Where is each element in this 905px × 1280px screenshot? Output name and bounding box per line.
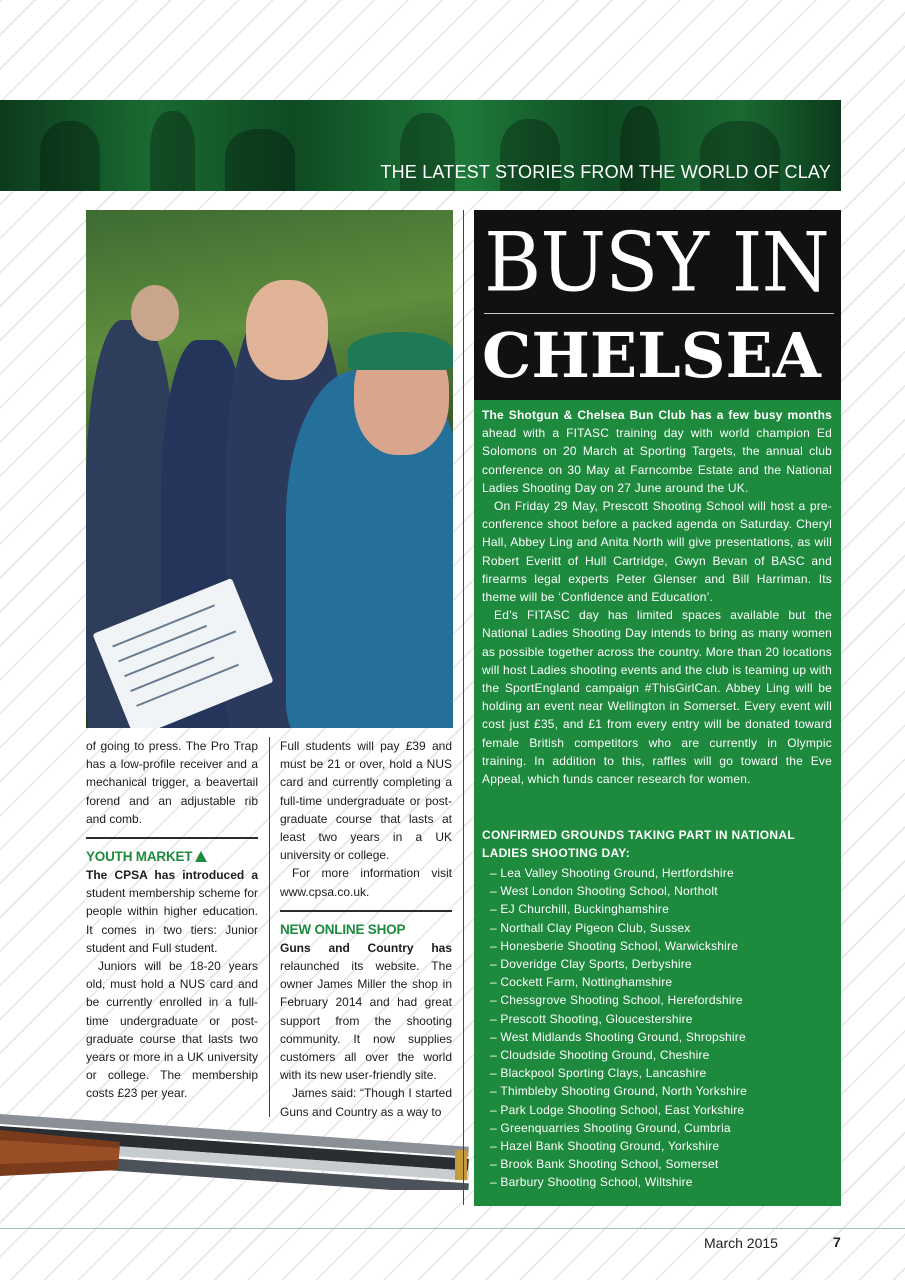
youth-market-heading: YOUTH MARKET bbox=[86, 847, 258, 866]
grounds-list-item: – Northall Clay Pigeon Club, Sussex bbox=[482, 919, 747, 937]
headline-line2: CHELSEA bbox=[482, 319, 821, 392]
grounds-list-item: – Brook Bank Shooting School, Somerset bbox=[482, 1155, 747, 1173]
grounds-list-item: – West Midlands Shooting Ground, Shropshire bbox=[482, 1028, 747, 1046]
grounds-list-item: – Thimbleby Shooting Ground, North Yorkshire bbox=[482, 1082, 747, 1100]
grounds-heading: CONFIRMED GROUNDS TAKING PART IN NATIONAL LADIES SHOOTING DAY: bbox=[482, 828, 795, 861]
header-banner bbox=[0, 100, 841, 191]
paragraph: The CPSA has introduced a student membership scheme for people within higher education. It comes in two tiers: Junior student and Full student. bbox=[86, 868, 258, 955]
grounds-list-item: – Blackpool Sporting Clays, Lancashire bbox=[482, 1064, 747, 1082]
banner-figure bbox=[150, 111, 195, 191]
grounds-list-item: – Honesberie Shooting School, Warwickshire bbox=[482, 937, 747, 955]
grounds-list-item: – Park Lodge Shooting School, East Yorkshire bbox=[482, 1101, 747, 1119]
grounds-list-item: – Greenquarries Shooting Ground, Cumbria bbox=[482, 1119, 747, 1137]
headline-block bbox=[474, 210, 841, 400]
paragraph: For more information visit www.cpsa.co.uk. bbox=[280, 866, 452, 899]
paragraph: Juniors will be 18-20 years old, must hold a NUS card and be currently enrolled in a full-time undergraduate or post-graduate course that lasts two years or more in a UK university or college. The membership costs £23 per year. bbox=[86, 959, 258, 1101]
paragraph: of going to press. The Pro Trap has a low-profile receiver and a mechanical trigger, a beavertail forend and an adjustable rib and comb. bbox=[86, 739, 258, 826]
divider bbox=[280, 910, 452, 912]
section-title: THE LATEST STORIES FROM THE WORLD OF CLAY bbox=[380, 162, 831, 182]
footer-rule bbox=[0, 1228, 905, 1229]
grounds-list-item: – Barbury Shooting School, Wiltshire bbox=[482, 1173, 747, 1191]
grounds-list-item: – Doveridge Clay Sports, Derbyshire bbox=[482, 955, 747, 973]
paragraph: Guns and Country has relaunched its website. The owner James Miller the shop in February 2014 and had great support from the shooting community. It now supplies customers all over the world with its new user-friendly site. bbox=[280, 940, 452, 1083]
grounds-list-item: – EJ Churchill, Buckinghamshire bbox=[482, 900, 747, 918]
online-shop-heading: NEW ONLINE SHOP bbox=[280, 921, 406, 937]
article-panel bbox=[474, 400, 841, 1206]
grounds-list-item: – Chessgrove Shooting School, Herefordshire bbox=[482, 991, 747, 1009]
article-photo bbox=[86, 210, 453, 728]
paragraph: The Shotgun & Chelsea Bun Club has a few busy months ahead with a FITASC training day with world champion Ed Solomons on 20 March at Sporting Targets, the annual club conference on 30 May at Farncombe Estate and the National Ladies Shooting Day on 27 June around the UK. bbox=[482, 408, 832, 495]
grounds-list-item: – Hazel Bank Shooting Ground, Yorkshire bbox=[482, 1137, 747, 1155]
paragraph: Full students will pay £39 and must be 21 or over, hold a NUS card and currently completing a full-time undergraduate or post-graduate course that lasts at least two years in a UK university or college. bbox=[280, 739, 452, 863]
column-left bbox=[86, 737, 258, 1103]
paragraph: James said: “Though I started Guns and Country as a way to bbox=[280, 1086, 452, 1119]
column-middle bbox=[280, 737, 452, 1121]
grounds-list-item: – Lea Valley Shooting Ground, Hertfordshire bbox=[482, 864, 747, 882]
paragraph: On Friday 29 May, Prescott Shooting School will host a pre-conference shoot before a packed agenda on Saturday. Cheryl Hall, Abbey Ling and Anita North will give presentations, as will Robert Everitt of Hull Cartridge, Gwyn Bevan of BASC and firearms legal experts Peter Glenser and Bill Harriman. Its theme will be ‘Confidence and Education’. bbox=[482, 499, 832, 605]
grounds-list-item: – Cockett Farm, Nottinghamshire bbox=[482, 973, 747, 991]
cap-icon bbox=[348, 332, 453, 370]
photo-figure-head bbox=[246, 280, 328, 380]
article-body bbox=[482, 406, 832, 788]
grounds-list-item: – Cloudside Shooting Ground, Cheshire bbox=[482, 1046, 747, 1064]
shotgun-icon bbox=[0, 1100, 470, 1190]
headline-line1: BUSY IN bbox=[484, 216, 829, 311]
banner-figure bbox=[225, 129, 295, 191]
paragraph: Ed’s FITASC day has limited spaces available but the National Ladies Shooting Day intends to bring as many women as possible together across the country. More than 20 locations will host Ladies shooting events and the club is teaming up with the SportEngland campaign #ThisGirlCan. Abbey Ling will be holding an event near Wellington in Somerset. Every event will cost just £35, and £1 from every entry will be donated toward female British competitors who are currently in Olympic training. In addition to this, raffles will go toward the Eve Appeal, which funds cancer research for women. bbox=[482, 608, 832, 787]
grounds-list-item: – Prescott Shooting, Gloucestershire bbox=[482, 1010, 747, 1028]
photo-figure-head bbox=[131, 285, 179, 341]
banner-figure bbox=[40, 121, 100, 191]
divider bbox=[86, 837, 258, 839]
grounds-list-item: – West London Shooting School, Northolt bbox=[482, 882, 747, 900]
column-divider bbox=[463, 210, 464, 1205]
page-number: 7 bbox=[833, 1234, 841, 1250]
grounds-list bbox=[482, 864, 747, 1192]
issue-date: March 2015 bbox=[704, 1235, 778, 1251]
column-divider bbox=[269, 737, 270, 1117]
triangle-icon bbox=[195, 851, 207, 862]
